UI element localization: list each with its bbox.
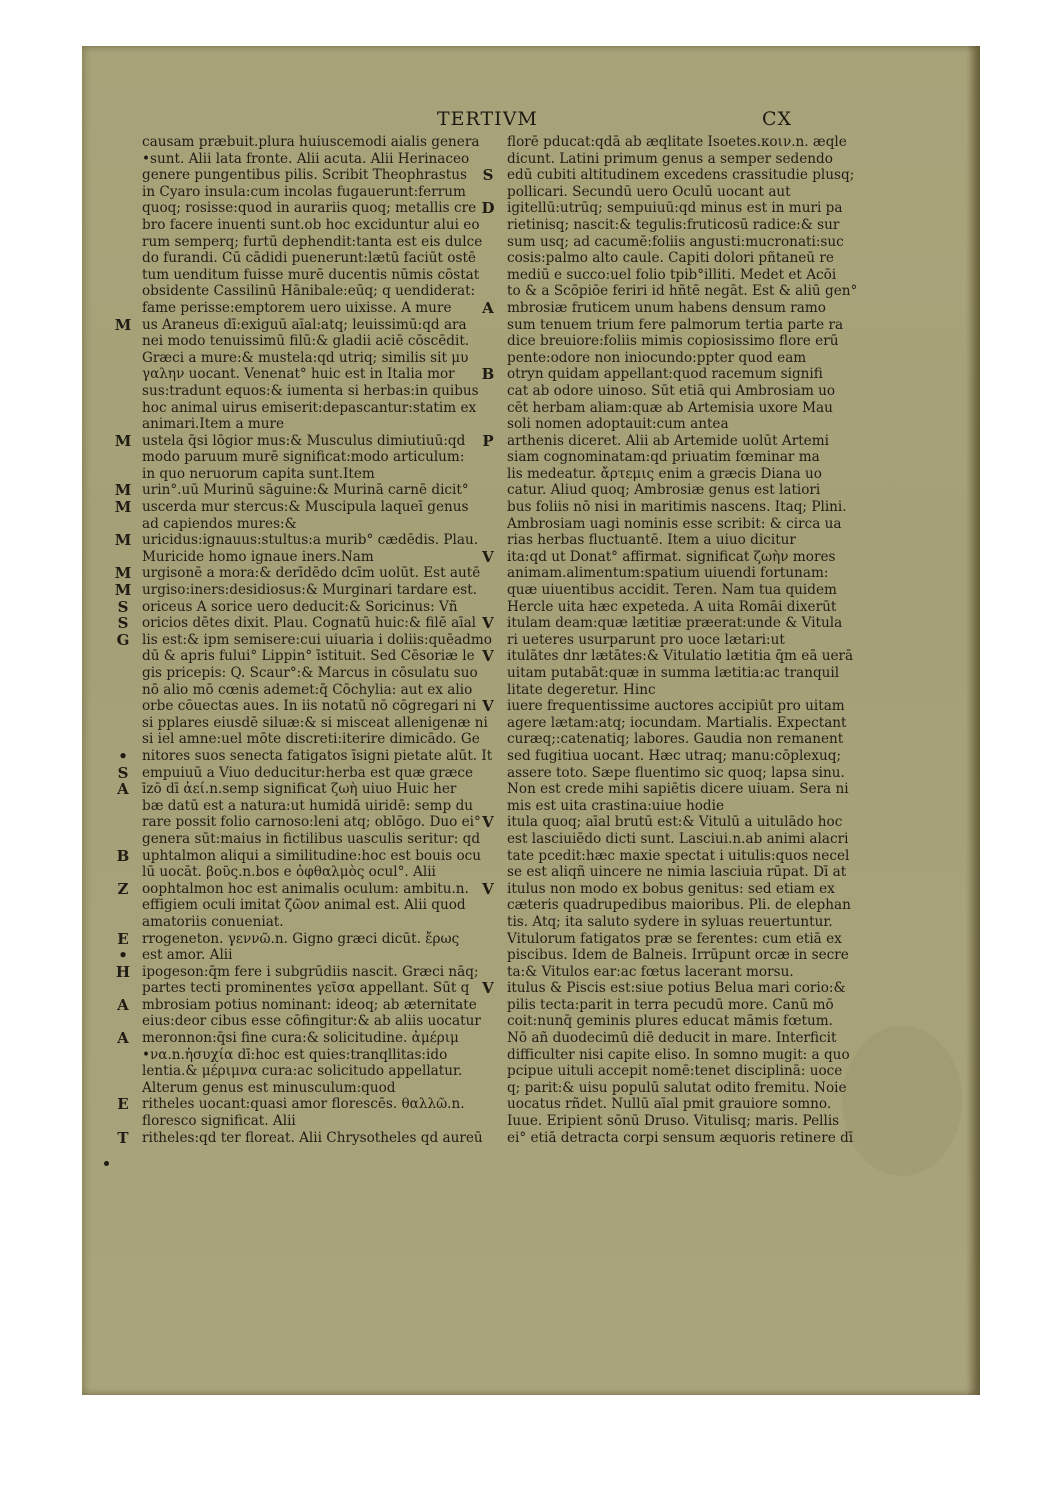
text-line <box>142 200 490 217</box>
text-line <box>507 599 855 616</box>
line-text: tate pcedit:hæc maxie spectat i uitulis:quos necel <box>507 847 850 864</box>
line-text: arthenis diceret. Alii ab Artemide uolūt Artemi <box>507 432 829 449</box>
text-line <box>142 715 490 732</box>
line-text: sus:tradunt equos:& iumenta si herbas:in quibus <box>142 382 479 399</box>
text-line <box>142 648 490 665</box>
line-text: nei modo tenuissimū filū:& gladii aciē cōscēdit. <box>142 333 470 350</box>
line-text: catur. Aliud quoq; Ambrosiæ genus est latiori <box>507 482 821 499</box>
line-text: urgiso:iners:desidiosus:& Murginari tardare est. <box>142 582 478 599</box>
left-text-column <box>114 134 493 1147</box>
text-line <box>142 134 490 151</box>
line-text: Nō añ duodecimū diē deducit in mare. Interficit <box>507 1030 837 1047</box>
text-line <box>482 166 855 185</box>
text-line <box>482 879 855 898</box>
text-line <box>118 946 490 965</box>
marginal-initial: • <box>118 946 128 965</box>
line-text: cēt herbam aliam:quæ ab Artemisia uxore Mau <box>507 399 833 416</box>
line-text: īzō dī ἀεί.n.semp significat ζωὴ uiuo Huic her <box>142 781 457 798</box>
text-line <box>507 516 855 533</box>
text-line <box>507 748 855 765</box>
text-line <box>482 431 855 450</box>
text-line <box>482 813 855 832</box>
line-text: Vitulorum fatigatos præ se ferentes: cum etiā ex <box>507 930 842 947</box>
line-text: mis est uita crastina:uiue hodie <box>507 797 725 814</box>
text-line <box>507 1047 855 1064</box>
line-text: si pplares eiusdē siluæ:& si misceat allenigenæ ni <box>142 714 488 731</box>
line-text: us Araneus dī:exiguū aīal:atq; leuissimū:qd ara <box>142 316 467 333</box>
text-line <box>142 234 490 251</box>
marginal-initial: M <box>114 431 132 450</box>
text-line <box>507 400 855 417</box>
line-text: do furandi. Cū cādidi puenerunt:lætū faciūt ostē <box>142 250 476 267</box>
text-line <box>507 997 855 1014</box>
line-text: quæ uiuentibus accidit. Teren. Nam tua quidem <box>507 582 837 599</box>
text-line <box>507 466 855 483</box>
line-text: urin°.uū Murinū sāguine:& Murinā carnē dicit° <box>142 482 469 499</box>
line-text: florē pducat:qdā ab æqlitate Isoetes.κοιν.n. æqle <box>507 134 847 150</box>
text-line <box>142 466 490 483</box>
marginal-initial: A <box>117 1029 129 1048</box>
line-text: γαλην uocant. Venenat° huic est in Italia mor <box>142 366 455 383</box>
line-text: lis est:& ipm semisere:cui uiuaria i doliis:quēadmo <box>142 631 492 648</box>
text-line <box>507 848 855 865</box>
line-text: orbe cōuectas aues. In iis notatū nō cōgregari ni <box>142 698 477 715</box>
text-line <box>117 1095 490 1114</box>
line-text: Muricide homo ignaue iners.Nam <box>142 548 374 565</box>
line-text: ustela q̄si lōgior mus:& Musculus dimiutiuū:qd <box>142 432 466 449</box>
line-text: oricios dētes dixit. Plau. Cognatū huic:& filē aīal <box>142 615 477 632</box>
line-text: est lasciuiēdo dicti sunt. Lasciui.n.ab animi alacri <box>507 830 849 847</box>
text-line <box>142 814 490 831</box>
text-line <box>142 549 490 566</box>
text-line <box>482 979 855 998</box>
line-text: in Cyaro insula:cum incolas fugauerunt:ferrum <box>142 183 466 200</box>
text-line <box>142 267 490 284</box>
marginal-initial: M <box>114 581 132 600</box>
marginal-initial: M <box>114 564 132 583</box>
line-text: pollicari. Secundū uero Oculū uocant aut <box>507 183 791 200</box>
folio-number: CX <box>762 108 793 130</box>
text-line <box>142 980 490 997</box>
text-line <box>116 846 490 865</box>
text-line <box>507 715 855 732</box>
text-line <box>507 565 855 582</box>
text-line <box>507 964 855 981</box>
text-line <box>142 333 490 350</box>
text-line <box>507 914 855 931</box>
text-line <box>507 1113 855 1130</box>
text-line <box>142 449 490 466</box>
line-text: igitellū:utrūq; sempuiuū:qd minus est in muri pa <box>507 200 843 217</box>
text-line <box>507 250 855 267</box>
marginal-initial: V <box>482 547 494 566</box>
line-text: ita:qd ut Donat° affirmat. significat ζωὴν mores <box>507 548 836 565</box>
line-text: sum usq; ad cacumē:foliis angusti:mucronati:suc <box>507 233 844 250</box>
line-text: si iel amne:uel mōte discreti:iterire dimicādo. Ge <box>142 731 480 748</box>
text-line <box>507 333 855 350</box>
line-text: litate degeretur. Hinc <box>507 681 656 698</box>
line-text: mbrosiæ fruticem unum habens densum ramo <box>507 299 826 316</box>
line-text: animari.Item a mure <box>142 416 285 433</box>
text-line <box>507 134 855 151</box>
line-text: otryn quidam appellant:quod racemum signifi <box>507 366 823 383</box>
line-text: in quo neruorum capita sunt.Item <box>142 465 375 482</box>
text-line <box>114 581 490 600</box>
marginal-initial: V <box>482 879 494 898</box>
marginal-initial: D <box>481 199 495 218</box>
text-line <box>142 1113 490 1130</box>
line-text: partes tecti prominentes γεῖσα appellant. Sūt q <box>142 980 470 997</box>
text-line <box>117 929 490 948</box>
line-text: •sunt. Alii lata fronte. Alii acuta. Alii Herinaceo <box>142 150 470 167</box>
text-line <box>507 1130 855 1147</box>
line-text: uocatus rñdet. Nullū aīal pmit grauiore somno. <box>507 1096 832 1113</box>
text-line <box>507 283 858 300</box>
text-line <box>507 1096 855 1113</box>
text-line <box>142 184 490 201</box>
text-line <box>117 1029 490 1048</box>
line-text: uricidus:ignauus:stultus:a murib° cædēdis. Plau. <box>142 532 479 549</box>
text-line <box>507 798 855 815</box>
line-text: edū cubiti altitudinem excedens crassitudie plusq; <box>507 167 855 184</box>
text-line <box>507 482 855 499</box>
text-line <box>142 1080 490 1097</box>
text-line <box>118 746 493 765</box>
text-line <box>507 350 855 367</box>
line-text: siam cognominatam:qd priuatim fœminar ma <box>507 449 820 466</box>
text-line <box>142 798 490 815</box>
text-line <box>117 995 490 1014</box>
text-line <box>114 431 490 450</box>
marginal-initial: B <box>116 846 130 865</box>
line-text: meronnon:q̄si fine cura:& solicitudine. ἀμέριμ <box>142 1030 459 1047</box>
marginal-initial: M <box>114 498 132 517</box>
line-text: rietinisq; nascit:& tegulis:fruticosū radice:& sur <box>507 216 840 233</box>
text-line <box>482 697 855 716</box>
line-text: pente:odore non iniocundo:ppter quod eam <box>507 349 807 366</box>
line-text: uscerda mur stercus:& Muscipula laqueī genus <box>142 499 469 516</box>
marginal-initial: Z <box>117 879 129 898</box>
line-text: Hercle uita hæc expeteda. A uita Romāi dixerūt <box>507 598 837 615</box>
text-line <box>142 366 490 383</box>
text-line <box>142 682 490 699</box>
line-text: ipogeson:q̄m fere i subgrūdiis nascit. Græci nāq; <box>142 963 479 980</box>
line-text: genera sūt:maius in fictilibus uasculis seritur: qd <box>142 830 481 847</box>
marginal-initial: S <box>117 597 129 616</box>
text-line <box>117 614 490 633</box>
line-text: dū & apris fului° Lippin° īstituit. Sed Cēsoriæ le <box>142 648 475 665</box>
text-line <box>142 897 490 914</box>
text-line <box>117 879 490 898</box>
line-text: soli nomen adoptauit:cum antea <box>507 416 729 433</box>
line-text: hoc animal uirus emiserit:depascantur:statim ex <box>142 399 477 416</box>
line-text: tis. Atq; ita saluto sydere in syluas reuertuntur. <box>507 913 833 930</box>
marginal-initial: A <box>117 995 129 1014</box>
line-text: fame perisse:emptorem uero uixisse. A mure <box>142 299 452 316</box>
text-line <box>114 564 490 583</box>
line-text: difficulter nisi capite eliso. In somno mugit: a quo <box>507 1046 850 1063</box>
text-line <box>507 731 855 748</box>
text-line <box>142 383 490 400</box>
text-line <box>507 1063 855 1080</box>
text-line <box>507 449 855 466</box>
line-text: nō alio mō cœnis ademet:q̄ Cōchylia: aut ex alio <box>142 681 473 698</box>
marginal-initial: T <box>117 1128 129 1147</box>
marginal-initial: • <box>118 746 128 765</box>
text-line <box>117 763 490 782</box>
line-text: obsidente Cassilinū Hānibale:eūq; q uendiderat: <box>142 283 476 300</box>
line-text: pcipue uituli accepit nomē:tenet disciplinā: uoce <box>507 1063 843 1080</box>
line-text: mbrosiam potius nominant: ideoq; ab æternitate <box>142 996 477 1013</box>
text-line <box>507 781 855 798</box>
text-line <box>142 864 490 881</box>
line-text: Ambrosiam uagi nominis esse scribit: & circa ua <box>507 515 842 532</box>
marginal-initial: H <box>115 962 131 981</box>
line-text: se est aliqñ uincere ne nimia lasciuia rūpat. Dī at <box>507 864 847 881</box>
marginal-initial: S <box>117 763 129 782</box>
text-line <box>142 1013 490 1030</box>
line-text: •να.n.ἡσυχία dī:hoc est quies:tranqllitas:ido <box>142 1046 448 1063</box>
line-text: assere toto. Sæpe fluentimo sic quoq; lapsa sinu. <box>507 764 845 781</box>
line-text: bro facere inuenti sunt.ob hoc exciduntur alui eo <box>142 216 480 233</box>
text-line <box>142 1047 490 1064</box>
marginal-initial: V <box>482 614 494 633</box>
text-line <box>142 698 490 715</box>
marginal-initial: M <box>114 531 132 550</box>
line-text: lentia.& μέριμνα cura:ac solicitudo appellatur. <box>142 1063 463 1080</box>
text-line <box>482 614 855 633</box>
line-text: Non est crede mihi sapiētis dicere uiuam. Sera ni <box>507 781 849 798</box>
text-line <box>507 383 855 400</box>
line-text: oriceus A sorice uero deducit:& Soricinus: Vñ <box>142 598 458 615</box>
text-line <box>117 1128 490 1147</box>
line-text: causam præbuit.plura huiuscemodi aialis genera <box>142 134 480 150</box>
line-text: animam.alimentum:spatium uiuendi fortunam: <box>507 565 829 582</box>
line-text: piscibus. Idem de Balneis. Irrūpunt orcæ in secre <box>507 947 849 964</box>
text-line <box>507 151 855 168</box>
text-line <box>142 516 490 533</box>
text-line <box>482 647 855 666</box>
text-line <box>142 167 490 184</box>
text-line <box>114 481 490 500</box>
text-line <box>142 283 490 300</box>
line-text: lū uocāt. βοῦς.n.bos e ὀφθαλμὸς ocul°. Alii <box>142 864 436 881</box>
text-line <box>142 1063 490 1080</box>
line-text: effigiem oculi imitat ζῶον animal est. Alii quod <box>142 897 466 914</box>
text-line <box>507 582 855 599</box>
line-text: coit:nunq̄ geminis plures educat māmis fœtum. <box>507 1013 833 1030</box>
text-line <box>507 864 855 881</box>
ink-mark <box>104 1161 109 1166</box>
line-text: urgisonē a mora:& derīdēdo dcīm uolūt. Est autē <box>142 565 481 582</box>
marginal-initial: G <box>116 630 130 649</box>
line-text: to & a Scōpiōe feriri id hñtē negāt. Est & aliū gen° <box>507 283 858 300</box>
line-text: eius:deor cibus esse cōfingitur:& ab aliis uocatur <box>142 1013 481 1030</box>
line-text: bus foliis nō nisi in maritimis nascens. Itaq; Plini. <box>507 499 847 516</box>
line-text: cat ab odore uinoso. Sūt etiā qui Ambrosiam uo <box>507 382 836 399</box>
line-text: amatoriis conueniat. <box>142 913 284 930</box>
line-text: modo paruum murē significat:modo articulum: <box>142 449 465 466</box>
line-text: rum semperq; furtū dephendit:tanta est eis dulce <box>142 233 483 250</box>
text-line <box>142 416 490 433</box>
page-edge-shadow <box>966 46 980 1395</box>
marginal-initial: E <box>117 929 129 948</box>
text-line <box>481 365 855 384</box>
text-line <box>507 947 855 964</box>
line-text: itulam deam:quæ lætitiæ præerat:unde & Vitula <box>507 615 843 632</box>
foxing-stain <box>842 1026 962 1176</box>
text-line <box>117 597 490 616</box>
line-text: pilis tecta:parit in terra pecudū more. Canū mō <box>507 996 834 1013</box>
text-line <box>507 765 855 782</box>
line-text: ei° etiā detracta corpi sensum æquoris retinere dī <box>507 1129 854 1146</box>
line-text: tum uenditum fuisse murē ducentis nūmis cōstat <box>142 266 480 283</box>
marginal-initial: V <box>482 697 494 716</box>
line-text: oophtalmon hoc est animalis oculum: ambitu.n. <box>142 880 469 897</box>
right-text-column <box>481 134 858 1146</box>
text-line <box>507 665 855 682</box>
line-text: cosis:palmo alto caule. Capiti dolori pñtaneū re <box>507 250 834 267</box>
line-text: agere lætam:atq; iocundam. Martialis. Expectant <box>507 714 847 731</box>
text-line <box>142 350 490 367</box>
line-text: ta:& Vitulos ear:ac fœtus lacerant morsu. <box>507 963 794 980</box>
line-text: lis medeatur. ἄρτεμις enim a græcis Diana uo <box>507 465 822 482</box>
line-text: rias herbas fluctuantē. Item a uiuo dicitur <box>507 532 796 549</box>
line-text: itulus & Piscis est:siue potius Belua mari corio:& <box>507 980 846 997</box>
line-text: itula quoq; aīal brutū est:& Vitulū a uitulādo hoc <box>507 814 843 831</box>
line-text: itulus non modo ex bobus genitus: sed etiam ex <box>507 880 835 897</box>
marginal-initial: A <box>482 298 494 317</box>
line-text: itulātes dnr lætātes:& Vitulatio lætitia q̄m eā uerā <box>507 648 854 665</box>
text-line <box>114 315 490 334</box>
line-text: dice breuiore:foliis mimis copiosissimo flore erū <box>507 333 839 350</box>
line-text: rare possit folio carnoso:leni atq; oblōgo. Duo ei° <box>142 814 481 831</box>
line-text: Iuue. Eripient sōnū Druso. Vitulisq; maris. Pellis <box>507 1113 840 1130</box>
marginal-initial: S <box>482 166 494 185</box>
text-line <box>481 199 855 218</box>
line-text: mediū e succo:uel folio tpib°illiti. Medet et Acōi <box>507 266 837 283</box>
text-line <box>507 317 855 334</box>
text-line <box>117 780 490 799</box>
text-line <box>507 267 855 284</box>
text-line <box>116 630 492 649</box>
text-line <box>142 731 490 748</box>
text-line <box>507 632 855 649</box>
line-text: dicunt. Latini primum genus a semper sedendo <box>507 150 833 167</box>
marginal-initial: P <box>482 431 494 450</box>
marginal-initial: M <box>114 315 132 334</box>
text-line <box>507 897 855 914</box>
text-line <box>507 1030 855 1047</box>
line-text: ritheles:qd ter floreat. Alii Chrysotheles qd aureū <box>142 1129 483 1146</box>
marginal-initial: V <box>482 647 494 666</box>
line-text: gis pricepis: Q. Scaur°:& Marcus in cōsulatu suo <box>142 665 478 681</box>
text-line <box>507 682 855 699</box>
marginal-initial: M <box>114 481 132 500</box>
line-text: curæq;:catenatiq; labores. Gaudia non remanent <box>507 731 844 748</box>
marginal-initial: B <box>481 365 495 384</box>
line-text: bæ datū est a natura:ut humidā uiridē: semp du <box>142 797 474 814</box>
text-line <box>115 962 490 981</box>
text-line <box>142 665 490 682</box>
line-text: Græci a mure:& mustela:qd utriq; similis sit μυ <box>142 349 469 366</box>
text-line <box>482 298 855 317</box>
line-text: sum tenuem trium fere palmorum tertia parte ra <box>507 316 844 333</box>
marginal-initial: S <box>117 614 129 633</box>
text-line <box>142 151 490 168</box>
marginal-initial: V <box>482 813 494 832</box>
line-text: floresco significat. Alii <box>142 1113 296 1130</box>
text-line <box>142 400 490 417</box>
line-text: q; parit:& uisu populū salutat odito fremitu. Noie <box>507 1079 847 1096</box>
text-line <box>114 531 490 550</box>
text-line <box>507 931 855 948</box>
text-line <box>507 1013 855 1030</box>
marginal-initial: V <box>482 979 494 998</box>
text-line <box>507 499 855 516</box>
line-text: ad capiendos mures:& <box>142 515 297 532</box>
text-line <box>142 250 490 267</box>
text-line <box>482 547 855 566</box>
line-text: ritheles uocant:quasi amor florescēs. θαλλῶ.n. <box>142 1096 465 1113</box>
text-line <box>507 1080 855 1097</box>
text-line <box>507 217 855 234</box>
text-line <box>142 217 490 234</box>
line-text: quoq; rosisse:quod in aurariis quoq; metallis cre <box>142 200 477 217</box>
text-line <box>142 831 490 848</box>
line-text: empuiuū a Viuo deducitur:herba est quæ græce <box>142 764 474 781</box>
line-text: cæteris quadrupedibus maioribus. Pli. de elephan <box>507 897 851 914</box>
line-text: sed fugitiua uocant. Hæc utraq; manu:cōplexuq; <box>507 747 842 764</box>
text-line <box>507 831 855 848</box>
text-line <box>507 234 855 251</box>
marginal-initial: A <box>117 780 129 799</box>
line-text: rrogeneton. γεννῶ.n. Gigno græci dicūt. ἔρως <box>142 930 460 947</box>
line-text: est amor. Alii <box>142 947 233 964</box>
line-text: ri ueteres usurparunt pro uoce lætari:ut <box>507 631 785 648</box>
marginal-initial: E <box>117 1095 129 1114</box>
line-text: uitam putabāt:quæ in summa lætitia:ac tranquil <box>507 665 840 681</box>
text-line <box>507 416 855 433</box>
text-line <box>142 914 490 931</box>
text-line <box>507 184 855 201</box>
line-text: nitores suos senecta fatigatos īsigni pietate alūt. It <box>142 747 493 764</box>
line-text: genere pungentibus pilis. Scribit Theophrastus <box>142 167 467 184</box>
scanned-page <box>82 46 980 1395</box>
line-text: iuere frequentissime auctores accipiūt pro uitam <box>507 698 845 715</box>
text-line <box>114 498 490 517</box>
text-line <box>142 300 490 317</box>
line-text: Alterum genus est minusculum:quod <box>142 1079 396 1096</box>
line-text: uphtalmon aliqui a similitudine:hoc est bouis ocu <box>142 847 482 864</box>
text-line <box>507 532 855 549</box>
running-head: TERTIVM <box>437 108 538 130</box>
